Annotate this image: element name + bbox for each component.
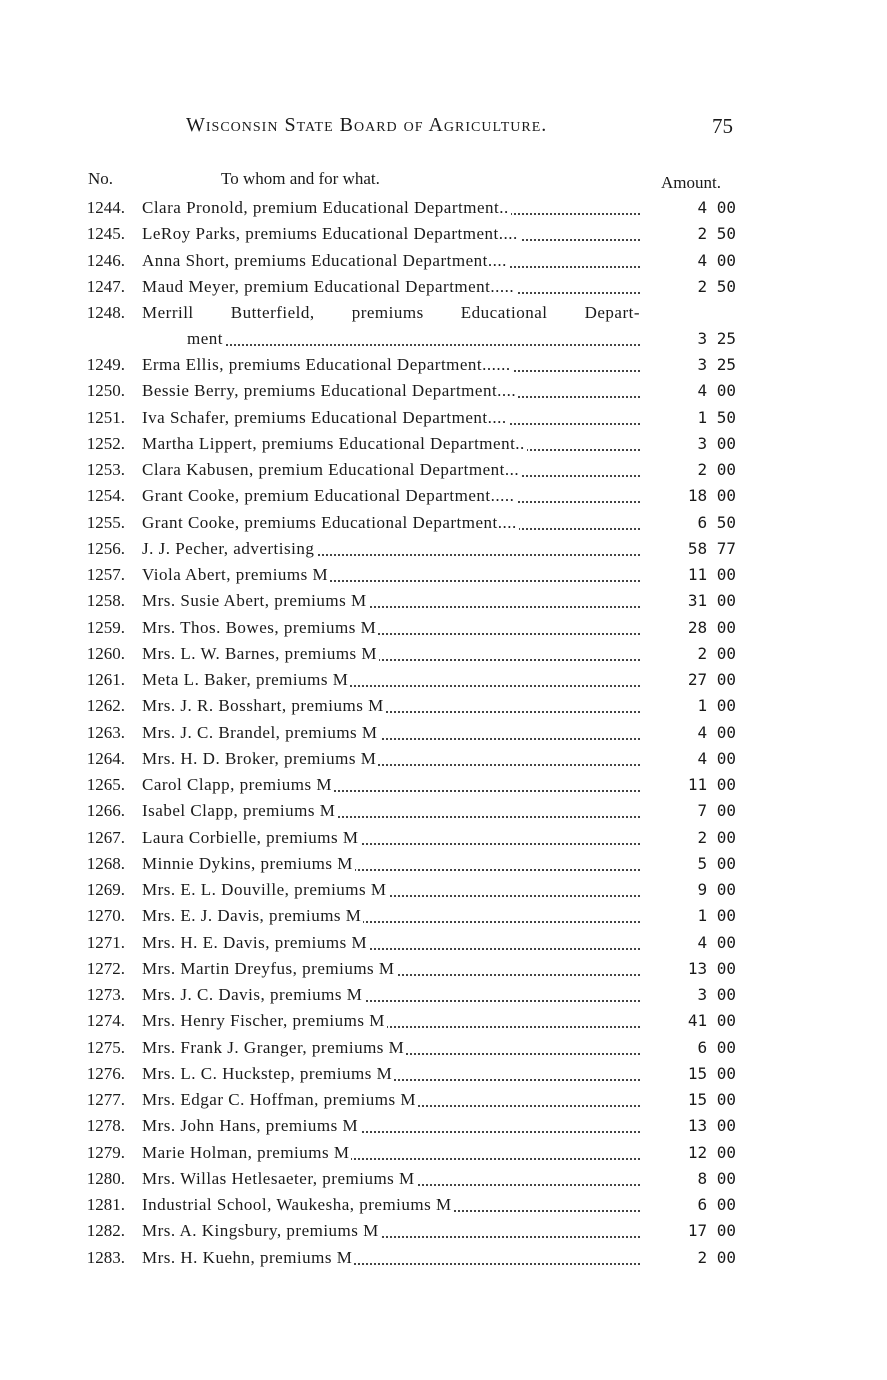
table-row [0, 825, 887, 851]
column-header-description: To whom and for what. [221, 169, 380, 188]
entry-number: 1280. [86, 1168, 125, 1188]
entry-description-text: LeRoy Parks, premiums Educational Department.... [142, 224, 518, 244]
entry-amount: 6 00 [697, 1037, 736, 1057]
table-row [0, 248, 887, 274]
entry-description-text: Mrs. Henry Fischer, premiums M [142, 1011, 385, 1031]
table-row [0, 982, 887, 1008]
ledger-table [0, 195, 887, 1271]
entry-amount: 2 00 [697, 1247, 736, 1267]
entry-number: 1257. [86, 565, 125, 584]
table-row [0, 431, 887, 457]
entry-description [142, 300, 640, 352]
entry-number: 1247. [86, 276, 125, 296]
entry-description [142, 693, 640, 719]
entry-description [142, 746, 640, 772]
table-row [0, 667, 887, 693]
column-header-no: No. [88, 169, 114, 188]
entry-description-text: Mrs. E. J. Davis, premiums M [142, 906, 362, 926]
entry-description-text: Mrs. E. L. Douville, premiums M [142, 880, 387, 899]
entry-description [142, 1087, 640, 1113]
entry-number: 1277. [86, 1090, 125, 1109]
entry-description-text: Mrs. J. R. Bosshart, premiums M [142, 696, 384, 716]
entry-number: 1251. [86, 407, 125, 427]
table-row [0, 588, 887, 614]
entry-amount: 27 00 [687, 670, 736, 689]
table-row [0, 641, 887, 667]
entry-description [142, 457, 640, 483]
page-number: 75 [712, 114, 733, 138]
table-row [0, 1166, 887, 1192]
entry-description-line1: Merrill Butterfield, premiums Educational Depart- [142, 303, 640, 322]
table-row [0, 405, 887, 431]
entry-amount: 2 50 [697, 276, 736, 296]
leader-dots [187, 342, 640, 346]
entry-description-text: Grant Cooke, premiums Educational Department.... [142, 512, 517, 532]
table-row [0, 378, 887, 404]
entry-number: 1265. [86, 775, 125, 794]
entry-description [142, 221, 640, 247]
table-row [0, 1008, 887, 1034]
entry-number: 1261. [86, 670, 125, 689]
table-row [0, 1245, 887, 1271]
entry-description [142, 248, 640, 274]
entry-amount: 15 00 [687, 1090, 736, 1109]
entry-amount: 7 00 [697, 801, 736, 821]
entry-description-text: Mrs. L. W. Barnes, premiums M [142, 643, 378, 663]
table-row [0, 1061, 887, 1087]
entry-number: 1275. [86, 1037, 125, 1057]
entry-number: 1282. [86, 1221, 125, 1241]
entry-description [142, 405, 640, 431]
entry-amount: 3 25 [697, 329, 736, 348]
entry-description-text: Mrs. H. D. Broker, premiums M [142, 748, 377, 768]
table-row [0, 903, 887, 929]
entry-amount: 3 25 [697, 355, 736, 374]
entry-description-text: Minnie Dykins, premiums M [142, 853, 353, 873]
entry-amount: 1 00 [697, 696, 736, 716]
entry-description-text: Laura Corbielle, premiums M [142, 827, 359, 847]
entry-number: 1273. [86, 985, 125, 1004]
entry-description-text: Industrial School, Waukesha, premiums M [142, 1195, 452, 1214]
entry-amount: 41 00 [687, 1011, 736, 1031]
table-row [0, 1192, 887, 1218]
page-title: Wisconsin State Board of Agriculture. [186, 114, 548, 136]
entry-amount: 13 00 [687, 1116, 736, 1136]
entry-number: 1246. [86, 250, 125, 270]
entry-number: 1250. [86, 381, 125, 401]
entry-description [142, 1245, 640, 1271]
entry-description-text: Marie Holman, premiums M [142, 1142, 350, 1162]
entry-amount: 11 00 [687, 775, 736, 794]
entry-description-text: Isabel Clapp, premiums M [142, 801, 336, 821]
table-row [0, 300, 887, 352]
entry-description [142, 877, 640, 903]
entry-description [142, 851, 640, 877]
entry-amount: 4 00 [697, 932, 736, 952]
entry-description-text: Iva Schafer, premiums Educational Department.... [142, 407, 507, 427]
entry-description [142, 536, 640, 562]
entry-amount: 1 50 [697, 407, 736, 427]
entry-description-text: Clara Pronold, premium Educational Department.. [142, 198, 509, 217]
entry-number: 1258. [86, 591, 125, 611]
entry-number: 1281. [86, 1195, 125, 1214]
entry-number: 1278. [86, 1116, 125, 1136]
entry-number: 1245. [86, 224, 125, 244]
entry-amount: 2 00 [697, 643, 736, 663]
entry-description-text: J. J. Pecher, advertising [142, 538, 315, 558]
column-header-amount: Amount. [661, 173, 721, 192]
entry-description [142, 930, 640, 956]
entry-description-text: Erma Ellis, premiums Educational Department...... [142, 355, 511, 374]
entry-number: 1260. [86, 643, 125, 663]
entry-description-text: Viola Abert, premiums M [142, 565, 329, 584]
entry-description-text: Maud Meyer, premium Educational Department..... [142, 276, 515, 296]
table-row [0, 195, 887, 221]
table-row [0, 274, 887, 300]
entry-description [142, 510, 640, 536]
table-row [0, 1113, 887, 1139]
entry-description-text: Bessie Berry, premiums Educational Department.... [142, 381, 517, 401]
entry-description-text: Mrs. J. C. Brandel, premiums M [142, 722, 378, 742]
table-row [0, 536, 887, 562]
entry-number: 1256. [86, 538, 125, 558]
table-row [0, 956, 887, 982]
entry-number: 1253. [86, 460, 125, 479]
table-row [0, 1218, 887, 1244]
entry-amount: 6 00 [697, 1195, 736, 1214]
entry-description [142, 431, 640, 457]
entry-amount: 4 00 [697, 198, 736, 217]
entry-description [142, 1061, 640, 1087]
table-row [0, 457, 887, 483]
entry-number: 1255. [86, 512, 125, 532]
entry-description [142, 1113, 640, 1139]
entry-amount: 12 00 [687, 1142, 736, 1162]
entry-description [142, 562, 640, 588]
entry-number: 1267. [86, 827, 125, 847]
table-row [0, 483, 887, 509]
table-row [0, 693, 887, 719]
entry-amount: 6 50 [697, 512, 736, 532]
entry-number: 1264. [86, 748, 125, 768]
page-header [0, 114, 887, 144]
entry-amount: 31 00 [687, 591, 736, 611]
entry-description-continuation: ment [187, 329, 223, 348]
entry-description [142, 483, 640, 509]
entry-number: 1262. [86, 696, 125, 716]
entry-description [142, 588, 640, 614]
entry-number: 1276. [86, 1063, 125, 1083]
entry-description [142, 1035, 640, 1061]
entry-amount: 4 00 [697, 748, 736, 768]
entry-number: 1254. [86, 486, 125, 506]
entry-amount: 13 00 [687, 958, 736, 978]
entry-number: 1263. [86, 722, 125, 742]
entry-amount: 9 00 [697, 880, 736, 899]
table-row [0, 1035, 887, 1061]
entry-number: 1252. [86, 433, 125, 453]
entry-amount: 2 00 [697, 460, 736, 479]
entry-description-text: Mrs. Frank J. Granger, premiums M [142, 1037, 405, 1057]
entry-description-text: Mrs. A. Kingsbury, premiums M [142, 1221, 379, 1241]
entry-amount: 3 00 [697, 985, 736, 1004]
entry-description-text: Mrs. Edgar C. Hoffman, premiums M [142, 1090, 416, 1109]
entry-description [142, 615, 640, 641]
entry-description-text: Mrs. H. E. Davis, premiums M [142, 932, 368, 952]
entry-amount: 1 00 [697, 906, 736, 926]
entry-amount: 11 00 [687, 565, 736, 584]
entry-amount: 4 00 [697, 722, 736, 742]
entry-amount: 3 00 [697, 433, 736, 453]
table-row [0, 877, 887, 903]
entry-description-text: Mrs. H. Kuehn, premiums M [142, 1247, 353, 1267]
entry-number: 1248. [86, 303, 125, 322]
entry-amount: 17 00 [687, 1221, 736, 1241]
entry-description-text: Mrs. Susie Abert, premiums M [142, 591, 367, 611]
entry-description [142, 1140, 640, 1166]
entry-amount: 5 00 [697, 853, 736, 873]
entry-description [142, 956, 640, 982]
entry-description-text: Mrs. Thos. Bowes, premiums M [142, 617, 377, 637]
table-row [0, 1140, 887, 1166]
entry-description [142, 720, 640, 746]
entry-number: 1283. [86, 1247, 125, 1267]
entry-description [142, 982, 640, 1008]
entry-number: 1259. [86, 617, 125, 637]
entry-description [142, 274, 640, 300]
entry-amount: 4 00 [697, 381, 736, 401]
entry-description [142, 667, 640, 693]
entry-description [142, 1218, 640, 1244]
entry-description [142, 195, 640, 221]
entry-number: 1269. [86, 880, 125, 899]
entry-number: 1279. [86, 1142, 125, 1162]
entry-amount: 28 00 [687, 617, 736, 637]
table-row [0, 851, 887, 877]
entry-description [142, 352, 640, 378]
entry-amount: 15 00 [687, 1063, 736, 1083]
entry-description-text: Mrs. Willas Hetlesaeter, premiums M [142, 1168, 415, 1188]
entry-description [142, 1192, 640, 1218]
entry-number: 1244. [86, 198, 125, 217]
table-row [0, 510, 887, 536]
entry-amount: 8 00 [697, 1168, 736, 1188]
entry-description-line2 [142, 326, 640, 352]
entry-description-text: Anna Short, premiums Educational Department.... [142, 250, 507, 270]
entry-number: 1249. [86, 355, 125, 374]
table-row [0, 930, 887, 956]
entry-description [142, 772, 640, 798]
entry-number: 1274. [86, 1011, 125, 1031]
table-row [0, 1087, 887, 1113]
entry-description-text: Carol Clapp, premiums M [142, 775, 332, 794]
column-headers [0, 169, 887, 193]
entry-description-text: Mrs. John Hans, premiums M [142, 1116, 359, 1136]
entry-amount: 4 00 [697, 250, 736, 270]
table-row [0, 615, 887, 641]
table-row [0, 746, 887, 772]
entry-number: 1268. [86, 853, 125, 873]
entry-description [142, 1166, 640, 1192]
table-row [0, 798, 887, 824]
entry-number: 1270. [86, 906, 125, 926]
entry-amount: 2 50 [697, 224, 736, 244]
entry-description-text: Grant Cooke, premium Educational Department..... [142, 486, 515, 506]
entry-description-text: Mrs. J. C. Davis, premiums M [142, 985, 363, 1004]
table-row [0, 352, 887, 378]
entry-description [142, 903, 640, 929]
entry-description [142, 1008, 640, 1034]
table-row [0, 772, 887, 798]
entry-amount: 18 00 [687, 486, 736, 506]
entry-description [142, 641, 640, 667]
entry-number: 1266. [86, 801, 125, 821]
entry-amount: 58 77 [687, 538, 736, 558]
table-row [0, 221, 887, 247]
entry-description-text: Mrs. Martin Dreyfus, premiums M [142, 958, 395, 978]
table-row [0, 720, 887, 746]
entry-description-text: Martha Lippert, premiums Educational Department.. [142, 433, 525, 453]
entry-number: 1271. [86, 932, 125, 952]
table-row [0, 562, 887, 588]
entry-description [142, 378, 640, 404]
entry-number: 1272. [86, 958, 125, 978]
entry-description-text: Meta L. Baker, premiums M [142, 670, 349, 689]
entry-description-text: Mrs. L. C. Huckstep, premiums M [142, 1063, 393, 1083]
entry-description [142, 798, 640, 824]
entry-amount: 2 00 [697, 827, 736, 847]
entry-description-text: Clara Kabusen, premium Educational Department... [142, 460, 520, 479]
entry-description [142, 825, 640, 851]
